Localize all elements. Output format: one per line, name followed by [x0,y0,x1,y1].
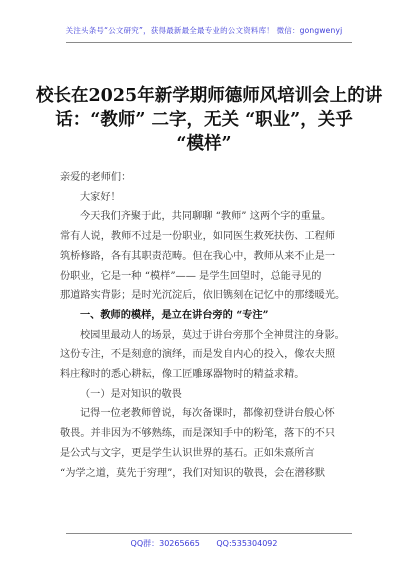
paragraph-line: 筑桥修路，各有其职责范畴。但在我心中，教师从来不止是一 [60,250,336,262]
document-title [36,84,383,156]
paragraph-line: 这份专注，不是刻意的演绎，而是发自内心的投入，像农夫照 [60,349,336,361]
paragraph-line: 常有人说，教师不过是一份职业，如同医生救死扶伤、工程师 [60,231,336,243]
paragraph-line: 料庄稼时的悉心耕耘，像工匠雕琢器物时的精益求精。 [60,369,305,381]
title-line: “模样” [176,134,232,154]
footer [0,538,408,549]
paragraph-line: “为学之道，莫先于穷理”，我们对知识的敬畏，会在潜移默 [60,467,326,479]
paragraph-line: 敬畏。并非因为不够熟练，而是深知手中的粉笔，落下的不只 [60,428,336,440]
title-line: 话：“教师” 二字，无关 “职业”，关乎 [55,110,353,130]
paragraph-line: 记得一位老教师曾说，每次备课时，都像初登讲台般心怀 [80,408,335,420]
subsection-heading: （一）是对知识的敬畏 [80,388,182,400]
section-heading: 一、教师的模样，是立在讲台旁的 “专注” [80,308,269,321]
greeting: 大家好！ [80,191,121,203]
paragraph-line: 份职业，它是一种 “模样”—— 是学生回望时，总能寻见的 [60,270,322,282]
paragraph-line: 是公式与文字，更是学生认识世界的基石。正如朱熹所言 [60,447,315,459]
paragraph-line: 今天我们齐聚于此，共同聊聊 “教师” 这两个字的重量。 [80,211,332,223]
header-divider [66,42,352,43]
header-note: 关注头条号“公文研究”，获得最新最全最专业的公文资料库！ 微信：gongwenyj [65,26,343,35]
footer-qq-contact: QQ:535304092 [216,539,278,548]
document-body [60,168,360,483]
title-line: 校长在2025年新学期师德师风培训会上的讲 [36,86,383,106]
salutation: 亲爱的老师们： [60,172,132,183]
paragraph-line: 那道路实背影；是时光沉淀后，依旧镌刻在记忆中的那缕暖光。 [60,290,346,302]
paragraph-line: 校园里最动人的场景，莫过于讲台旁那个全神贯注的身影。 [80,329,345,341]
footer-divider [66,533,352,534]
footer-qq-group: QQ群：30265665 [130,539,200,548]
